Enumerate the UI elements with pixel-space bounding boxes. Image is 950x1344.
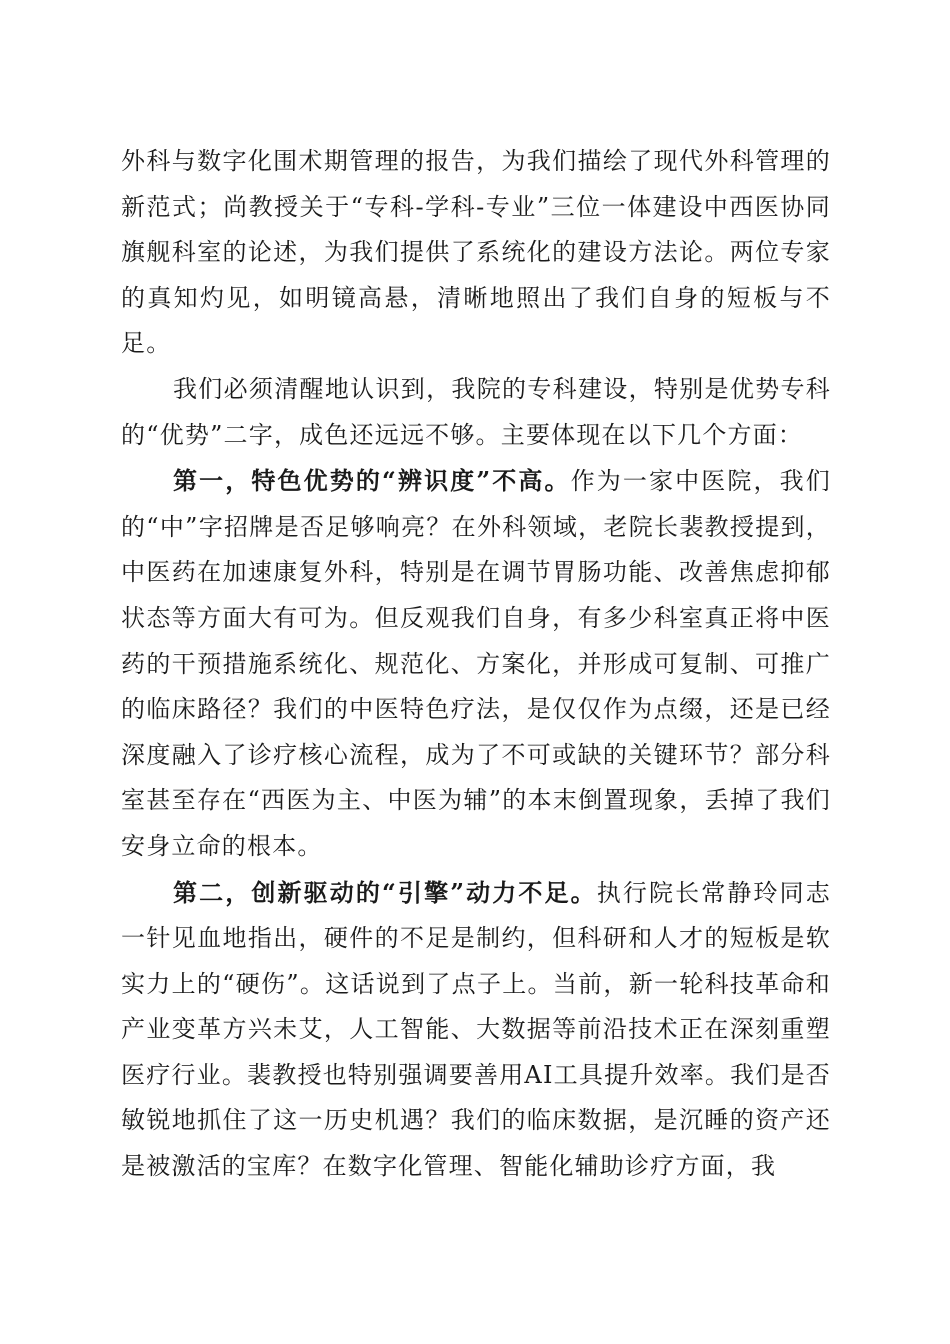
paragraph-1	[121, 139, 831, 367]
document-body	[121, 139, 831, 1190]
paragraph-4-text: 执行院长常静玲同志一针见血地指出，硬件的不足是制约，但科研和人才的短板是软实力上的“硬伤”。这话说到了点子上。当前，新一轮科技革命和产业变革方兴未艾，人工智能、大数据等前沿技术正在深刻重塑医疗行业。裴教授也特别强调要善用AI工具提升效率。我们是否敏锐地抓住了这一历史机遇？我们的临床数据，是沉睡的资产还是被激活的宝库？在数字化管理、智能化辅助诊疗方面，我	[121, 878, 831, 1181]
paragraph-3	[121, 458, 831, 869]
paragraph-4	[121, 870, 831, 1190]
paragraph-3-text: 作为一家中医院，我们的“中”字招牌是否足够响亮？在外科领域，老院长裴教授提到，中医药在加速康复外科，特别是在调节胃肠功能、改善焦虑抑郁状态等方面大有可为。但反观我们自身，有多少科室真正将中医药的干预措施系统化、规范化、方案化，并形成可复制、可推广的临床路径？我们的中医特色疗法，是仅仅作为点缀，还是已经深度融入了诊疗核心流程，成为了不可或缺的关键环节？部分科室甚至存在“西医为主、中医为辅”的本末倒置现象，丢掉了我们安身立命的根本。	[121, 467, 832, 860]
paragraph-3-lead: 第一，特色优势的“辨识度”不高。	[173, 466, 571, 496]
paragraph-1-text: 外科与数字化围术期管理的报告，为我们描绘了现代外科管理的新范式；尚教授关于“专科-学科-专业”三位一体建设中西医协同旗舰科室的论述，为我们提供了系统化的建设方法论。两位专家的真知灼见，如明镜高悬，清晰地照出了我们自身的短板与不足。	[121, 147, 831, 358]
paragraph-2-text: 我们必须清醒地认识到，我院的专科建设，特别是优势专科的“优势”二字，成色还远远不够。主要体现在以下几个方面：	[121, 374, 831, 449]
paragraph-4-lead: 第二，创新驱动的“引擎”动力不足。	[173, 877, 597, 907]
paragraph-2	[121, 367, 831, 458]
